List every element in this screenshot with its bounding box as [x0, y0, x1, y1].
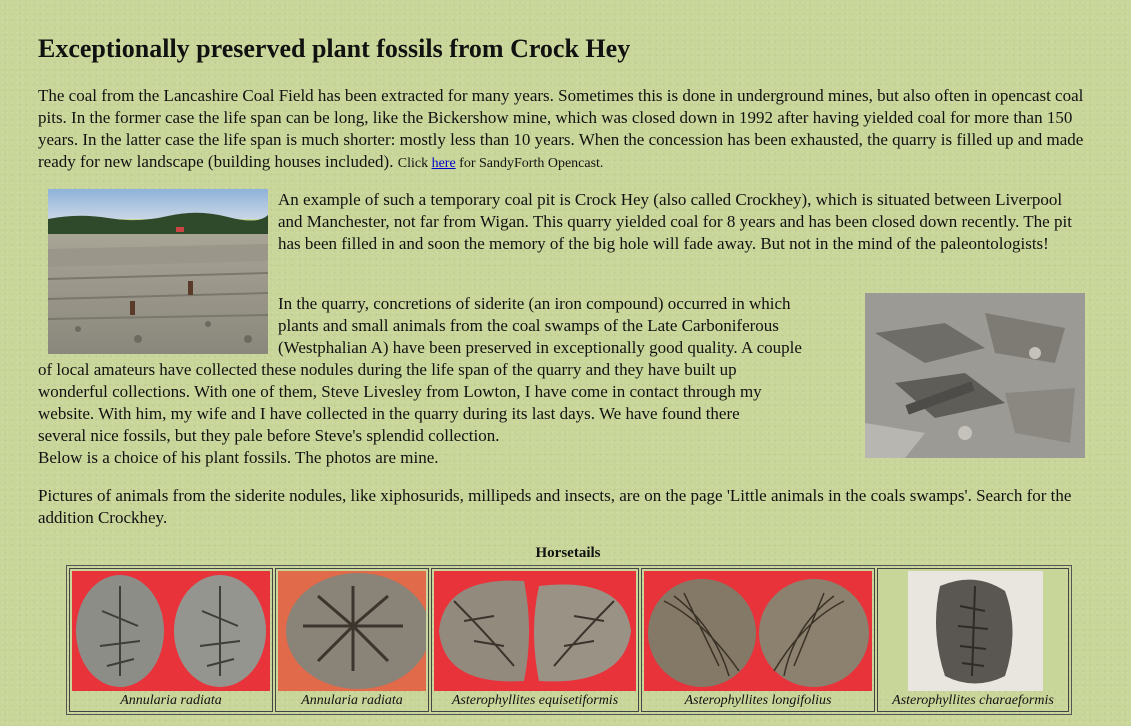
fossil-caption: Annularia radiata — [120, 693, 222, 708]
horsetails-table — [66, 565, 1072, 715]
siderite-line-4: of local amateurs have collected these nodules during the life span of the quarry and they have built up — [38, 360, 737, 379]
fossil-caption: Annularia radiata — [301, 693, 403, 708]
fossil-photo-asterophyllites-longifolius[interactable] — [644, 571, 872, 691]
fossil-photo-asterophyllites-equisetiformis[interactable] — [434, 571, 636, 691]
siderite-line-6: website. With him, my wife and I have collected in the quarry during its last days. We have found there — [38, 404, 740, 423]
fossil-photo-asterophyllites-charaeformis[interactable] — [880, 571, 1066, 691]
click-prefix: Click — [397, 156, 432, 171]
fossil-cell — [641, 568, 875, 712]
siderite-line-8: Below is a choice of his plant fossils. The photos are mine. — [38, 448, 439, 467]
fossil-cell — [877, 568, 1069, 712]
click-suffix: for SandyForth Opencast. — [455, 156, 604, 171]
table-caption: Horsetails — [535, 545, 601, 561]
fossil-cell — [275, 568, 429, 712]
siderite-line-5: wonderful collections. With one of them, Steve Livesley from Lowton, I have come in contact through my — [38, 382, 762, 401]
fossil-caption: Asterophyllites equisetiformis — [451, 693, 619, 708]
fossil-photo-annularia-2[interactable] — [278, 571, 426, 691]
fossil-caption: Asterophyllites longifolius — [684, 693, 832, 708]
animals-paragraph: Pictures of animals from the siderite nodules, like xiphosurids, millipeds and insects, are on the page 'Little animals in the coals swamps'. Search for the addition Crockhey. — [38, 486, 1072, 527]
siderite-line-1: In the quarry, concretions of siderite (an iron compound) occurred in which — [278, 294, 791, 313]
fossil-photo-annularia-1[interactable] — [72, 571, 270, 691]
intro-paragraph — [38, 85, 1098, 175]
siderite-line-3: (Westphalian A) have been preserved in exceptionally good quality. A couple — [278, 338, 802, 357]
fossil-caption: Asterophyllites charaeformis — [892, 693, 1054, 708]
siderite-paragraph — [38, 293, 1098, 469]
page-title: Exceptionally preserved plant fossils from Crock Hey — [38, 34, 631, 63]
siderite-line-2: plants and small animals from the coal swamps of the Late Carboniferous — [278, 316, 779, 335]
siderite-line-7: several nice fossils, but they pale before Steve's splendid collection. — [38, 426, 500, 445]
crockhey-paragraph: An example of such a temporary coal pit is Crock Hey (also called Crockhey), which is situated between Liverpool and Manchester, not far from Wigan. This quarry yielded coal for 8 years and has been closed down recently. The pit has been filled in and soon the memory of the big hole will fade away. But not in the mind of the paleontologists! — [278, 190, 1072, 253]
fossil-cell — [69, 568, 273, 712]
intro-text: The coal from the Lancashire Coal Field has been extracted for many years. Sometimes this is done in underground mines, but also often in opencast coal pits. In the former case the life span can be long, like the Bickershow mine, which was closed down in 1992 after having yielded coal for more than 150 years. In the latter case the life span is much shorter: mostly less than 10 years. When the concession has been exhausted, the quarry is filled up and made ready for new landscape (building houses included). — [38, 86, 1084, 171]
sandyforth-link[interactable]: here — [431, 156, 456, 171]
fossil-cell — [431, 568, 639, 712]
